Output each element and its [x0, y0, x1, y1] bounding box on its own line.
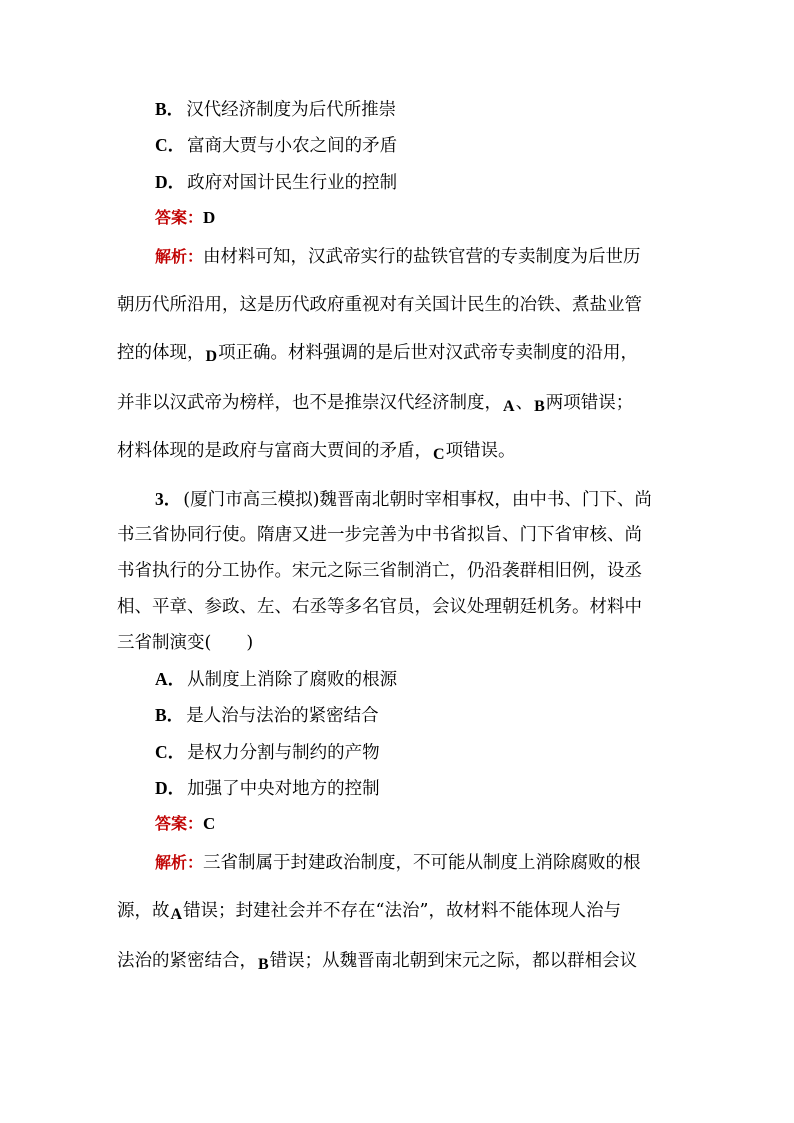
option-d: D． 政府对国计民生行业的控制 [155, 172, 398, 193]
analysis-line-3: 控的体现，D项正确。材料强调的是后世对汉武帝专卖制度的沿用， [117, 343, 639, 365]
analysis-line-2: 源，故A错误；封建社会并不存在“法治”，故材料不能体现人治与 [117, 901, 621, 923]
answer-value: C [203, 814, 216, 833]
analysis-line-4: 并非以汉武帝为榜样，也不是推崇汉代经济制度，A、B两项错误； [117, 393, 634, 415]
answer-label: 答案： [155, 814, 204, 833]
analysis-line-2: 朝历代所沿用，这是历代政府重视对有关国计民生的冶铁、煮盐业管 [117, 295, 642, 315]
option-c: C． 富商大贾与小农之间的矛盾 [155, 135, 398, 156]
question-3-stem-line-4: 相、平章、参政、左、右丞等多名官员，会议处理朝廷机务。材料中 [117, 597, 642, 617]
answer-line [155, 206, 215, 230]
option-c: C． 是权力分割与制约的产物 [155, 742, 380, 763]
option-b: B． 是人治与法治的紧密结合 [155, 705, 379, 726]
answer-value: D [203, 208, 216, 227]
analysis-label: 解析： [155, 247, 204, 266]
analysis-line-1: 解析：三省制属于封建政治制度，不可能从制度上消除腐败的根 [155, 853, 641, 873]
question-3-stem-line-1: 3． (厦门市高三模拟)魏晋南北朝时宰相事权，由中书、门下、尚 [155, 489, 652, 510]
question-3-stem-line-3: 书省执行的分工协作。宋元之际三省制消亡，仍沿袭群相旧例，设丞 [117, 561, 642, 581]
option-a: A． 从制度上消除了腐败的根源 [155, 669, 398, 690]
analysis-label: 解析： [155, 853, 204, 872]
answer-label: 答案： [155, 208, 204, 227]
question-number: 3． [155, 489, 182, 509]
question-3-stem-line-2: 书三省协同行使。隋唐又进一步完善为中书省拟旨、门下省审核、尚 [117, 525, 642, 545]
analysis-line-5: 材料体现的是政府与富商大贾间的矛盾，C项错误。 [117, 441, 516, 463]
answer-line [155, 812, 215, 836]
option-d: D． 加强了中央对地方的控制 [155, 778, 380, 799]
question-3-stem-line-5: 三省制演变( ) [117, 633, 254, 653]
analysis-line-1: 解析：由材料可知，汉武帝实行的盐铁官营的专卖制度为后世历 [155, 247, 641, 267]
analysis-line-3: 法治的紧密结合，B错误；从魏晋南北朝到宋元之际，都以群相会议 [117, 951, 638, 973]
option-b: B． 汉代经济制度为后代所推崇 [155, 99, 397, 120]
